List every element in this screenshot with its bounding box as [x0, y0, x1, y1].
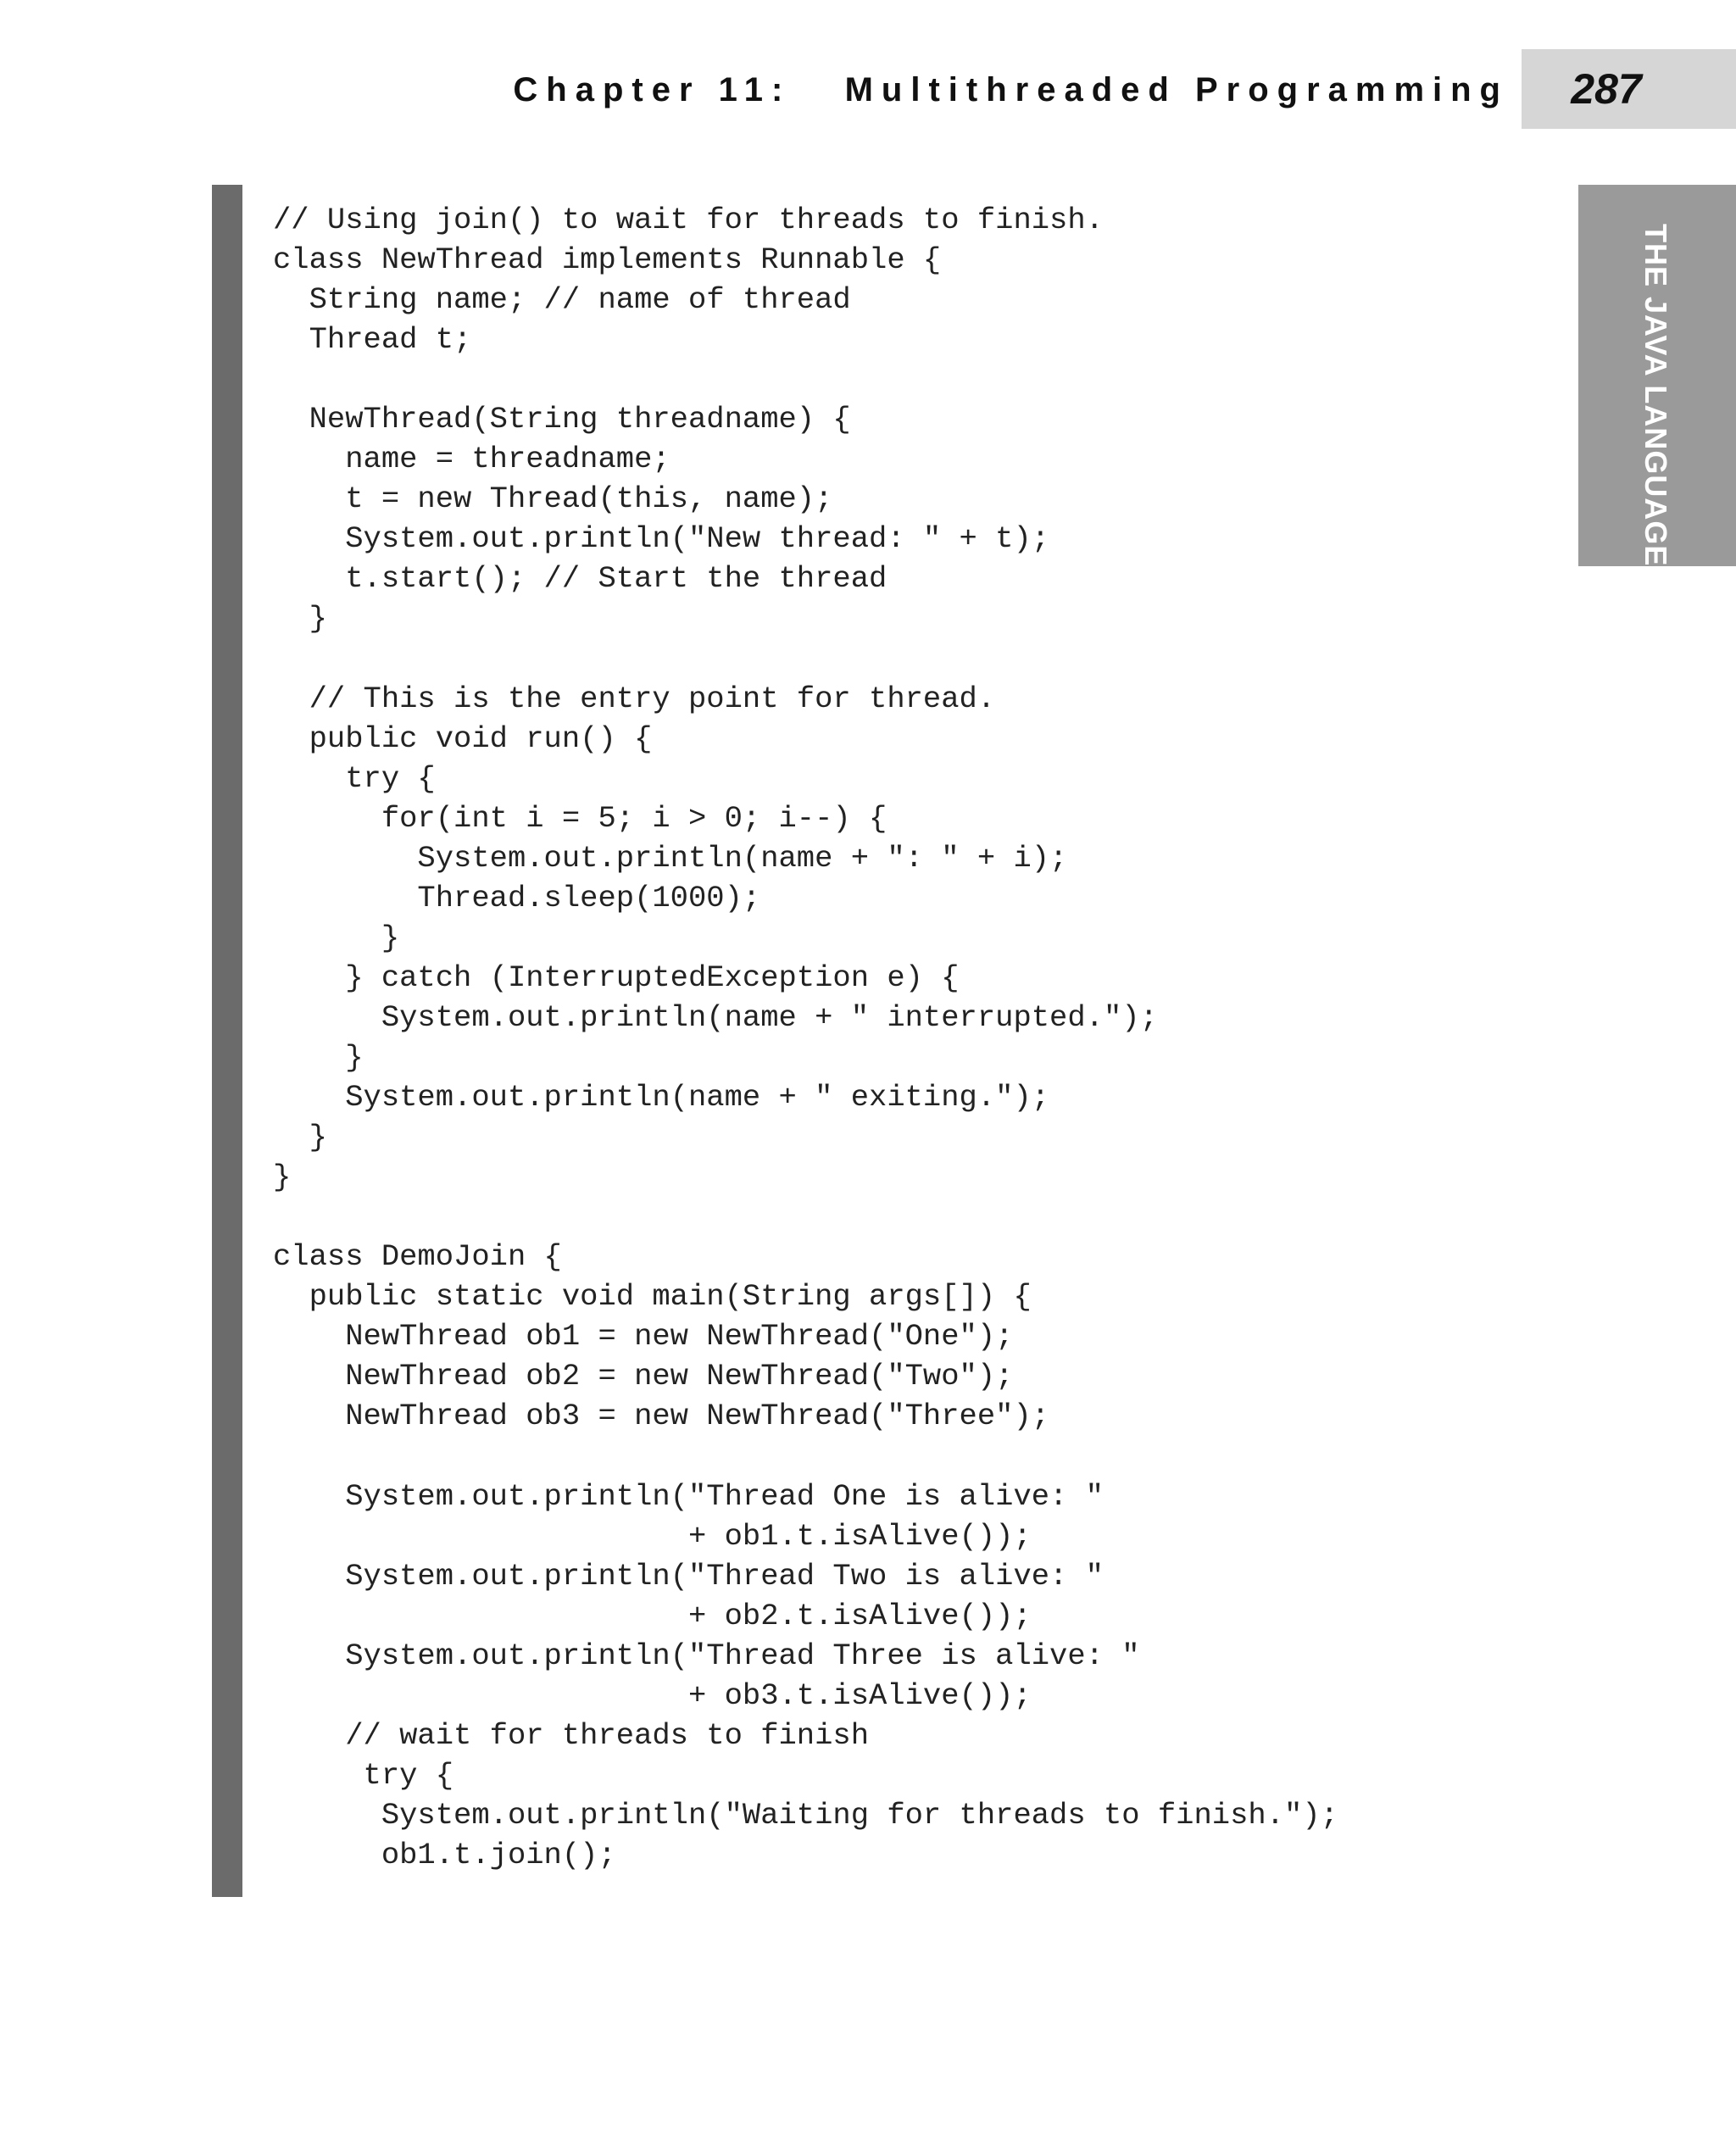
code-line: try { [273, 760, 436, 796]
code-line: ob1.t.join(); [273, 1837, 616, 1872]
code-line: class NewThread implements Runnable { [273, 242, 942, 278]
code-line: Thread.sleep(1000); [273, 880, 761, 915]
code-line: NewThread(String threadname) { [273, 402, 851, 437]
code-line: try { [273, 1757, 454, 1793]
code-line: System.out.println("Waiting for threads to finish."); [273, 1797, 1338, 1833]
code-line: } [273, 1039, 364, 1075]
code-line [273, 639, 1338, 679]
code-line: } catch (InterruptedException e) { [273, 960, 960, 995]
section-side-tab-label: THE JAVA LANGUAGE [1639, 224, 1673, 567]
code-line: System.out.println("Thread Two is alive: " [273, 1558, 1104, 1594]
code-line: System.out.println(name + ": " + i); [273, 840, 1068, 876]
code-line: for(int i = 5; i > 0; i--) { [273, 800, 887, 836]
code-line: NewThread ob2 = new NewThread("Two"); [273, 1359, 1014, 1394]
code-line: System.out.println("Thread Three is alive: " [273, 1638, 1140, 1673]
code-line: } [273, 601, 327, 637]
page-number-box [1522, 49, 1736, 129]
code-line: + ob3.t.isAlive()); [273, 1677, 1032, 1713]
code-line: } [273, 1160, 292, 1195]
section-side-tab [1578, 185, 1736, 566]
page-number: 287 [1571, 65, 1642, 113]
code-margin-bar [212, 185, 242, 1897]
code-line: t = new Thread(this, name); [273, 481, 833, 517]
code-line: System.out.println(name + " exiting."); [273, 1080, 1050, 1115]
code-line: // wait for threads to finish [273, 1717, 870, 1753]
code-line: // Using join() to wait for threads to finish. [273, 203, 1104, 237]
code-line [273, 1436, 1338, 1476]
code-line: NewThread ob3 = new NewThread("Three"); [273, 1399, 1050, 1434]
code-line: System.out.println(name + " interrupted."); [273, 999, 1158, 1035]
code-line: public void run() { [273, 720, 653, 756]
code-line: System.out.println("Thread One is alive: " [273, 1478, 1104, 1514]
code-listing [273, 200, 1338, 1875]
code-line: public static void main(String args[]) { [273, 1279, 1032, 1315]
code-line: NewThread ob1 = new NewThread("One"); [273, 1319, 1014, 1354]
code-line: + ob1.t.isAlive()); [273, 1518, 1032, 1554]
code-line: + ob2.t.isAlive()); [273, 1598, 1032, 1633]
code-line [273, 1197, 1338, 1237]
code-line: // This is the entry point for thread. [273, 681, 996, 716]
running-header: Chapter 11: Multithreaded Programming [513, 71, 1509, 108]
code-line: } [273, 1120, 327, 1155]
code-line: class DemoJoin { [273, 1239, 562, 1275]
code-line: } [273, 920, 400, 955]
code-line: name = threadname; [273, 442, 670, 477]
code-line [273, 359, 1338, 399]
code-line: String name; // name of thread [273, 282, 851, 318]
code-line: System.out.println("New thread: " + t); [273, 521, 1050, 557]
code-line: Thread t; [273, 322, 472, 358]
code-line: t.start(); // Start the thread [273, 561, 887, 597]
